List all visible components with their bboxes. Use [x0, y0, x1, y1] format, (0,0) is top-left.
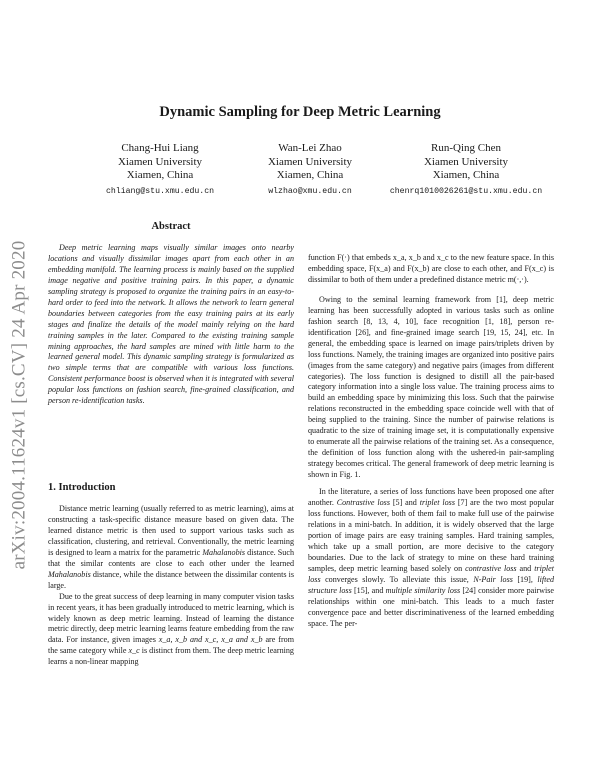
introduction-section: [48, 504, 294, 668]
abstract-text: Deep metric learning maps visually similar images onto nearby locations and visually dissimilar images apart from each other in an embedding manifold. The learning process is mainly based on the supplied image negative and positive training pairs. In this paper, a dynamic sampling strategy is proposed to organize the training pairs in an easy-to-hard order to feed into the network. It allows the network to learn general boundaries between categories from the easy training pairs at its early stages and finalize the details of the model mainly relying on the hard training samples in the later. Compared to the existing training sample mining approaches, the hard samples are mined with little harm to the learned general model. This dynamic sampling strategy is formularized as two simple terms that are compatible with various loss functions. Consistent performance boost is observed when it is integrated with several popular loss functions on fashion search, fine-grained classification, and person re-identification tasks.: [48, 242, 294, 406]
author-location: Xiamen, China: [276, 169, 344, 181]
author-email: chenrq1010026261@stu.xmu.edu.cn: [389, 186, 543, 196]
right-paragraph-2: In the literature, a series of loss functions have been proposed one after another. Contrastive loss [5] and triplet loss [7] are the two most popular loss functions. However, both of them fail to make full use of the pairwise relations in a mini-batch. In addition, it is widely observed that the large portion of image pairs are easy training samples. Hard training samples, which take up a small portion, are more decisive to the category boundaries. Due to the lack of strategy to mine on these hard training samples, deep metric learning based solely on contrastive loss and triplet loss converges slowly. To alleviate this issue, N-Pair loss [19], lifted structure loss [15], and multiple similarity loss [24] consider more pairwise relationships within one mini-batch. This leads to a much faster convergence pace and better discriminativeness of the learned embedding space. The per-: [308, 487, 554, 628]
arxiv-id-text: arXiv:2004.11624v1 [cs.CV] 24 Apr 2020: [8, 240, 29, 570]
right-paragraph-0: function F(·) that embeds x_a, x_b and x_c to the new feature space. In this embedding space, F(x_a) and F(x_b) are close to each other, and F(x_c) is dissimilar to both of them under a predefined distance metric m(·,·).: [308, 253, 554, 284]
author-email: wlzhao@xmu.edu.cn: [268, 186, 352, 196]
paper-title: Dynamic Sampling for Deep Metric Learning: [159, 104, 441, 120]
right-paragraph-1: Owing to the seminal learning framework from [1], deep metric learning has been successfully adopted in various tasks such as online fashion search [8, 13, 4, 10], face recognition [1, 18], person re-identification [26], and fine-grained image search [19, 15, 24], etc. In general, the embedding space is learned on image pairs/triplets driven by loss functions. Namely, the training images are organized into positive pairs (images from the same category) and negative pairs (images from different categories). The loss function is designed to distill all the pair-based category information into a single loss value. The training process aims to build an embedding space by minimizing this loss. Such that the pairwise relations reconstructed in the embedding space coincide well with that of being supplied to the training. Since the number of pairwise relations is quadratic to the size of training image set, it is computationally expensive to enumerate all the pairwise relations of the training set. As a consequence, the definition of loss function along with the ushered-in pair-sampling strategy becomes critical. The general framework of deep metric learning is shown in Fig. 1.: [308, 294, 554, 480]
intro-paragraph-1: Distance metric learning (usually referred to as metric learning), aims at constructing a task-specific distance measure based on given data. The learned distance metric is then used to support various tasks such as classification, clustering, and retrieval. Conventionally, the metric learning is designed to learn a matrix for the parametric Mahalanobis distance. Such that the similar contents are close to each other under the learned Mahalanobis distance, while the distance between the dissimilar contents is large.: [48, 504, 294, 590]
arxiv-identifier: [4, 205, 34, 605]
author-affiliation: Xiamen University: [267, 155, 352, 168]
intro-paragraph-2: Due to the great success of deep learning in many computer vision tasks in recent years, it has been gradually introduced to metric learning, which is widely known as deep metric learning. Instead of learning the distance metric directly, deep metric learning learns feature embedding from the raw data. For instance, given images x_a, x_b and x_c, x_a and x_b are from the same category while x_c is distinct from them. The deep metric learning learns a non-linear mapping: [48, 591, 294, 667]
right-column: [308, 253, 554, 629]
author-name: Chang-Hui Liang: [121, 142, 199, 154]
author-affiliation: Xiamen University: [423, 155, 508, 168]
author-location: Xiamen, China: [126, 169, 194, 181]
abstract-heading: Abstract: [151, 221, 191, 232]
author-name: Wan-Lei Zhao: [278, 142, 342, 154]
author-location: Xiamen, China: [432, 169, 500, 181]
author-3: [366, 142, 566, 198]
introduction-heading: 1. Introduction: [48, 482, 116, 493]
author-affiliation: Xiamen University: [117, 155, 202, 168]
author-email: chliang@stu.xmu.edu.cn: [105, 186, 215, 196]
author-name: Run-Qing Chen: [431, 142, 501, 154]
abstract-section: [48, 222, 294, 407]
